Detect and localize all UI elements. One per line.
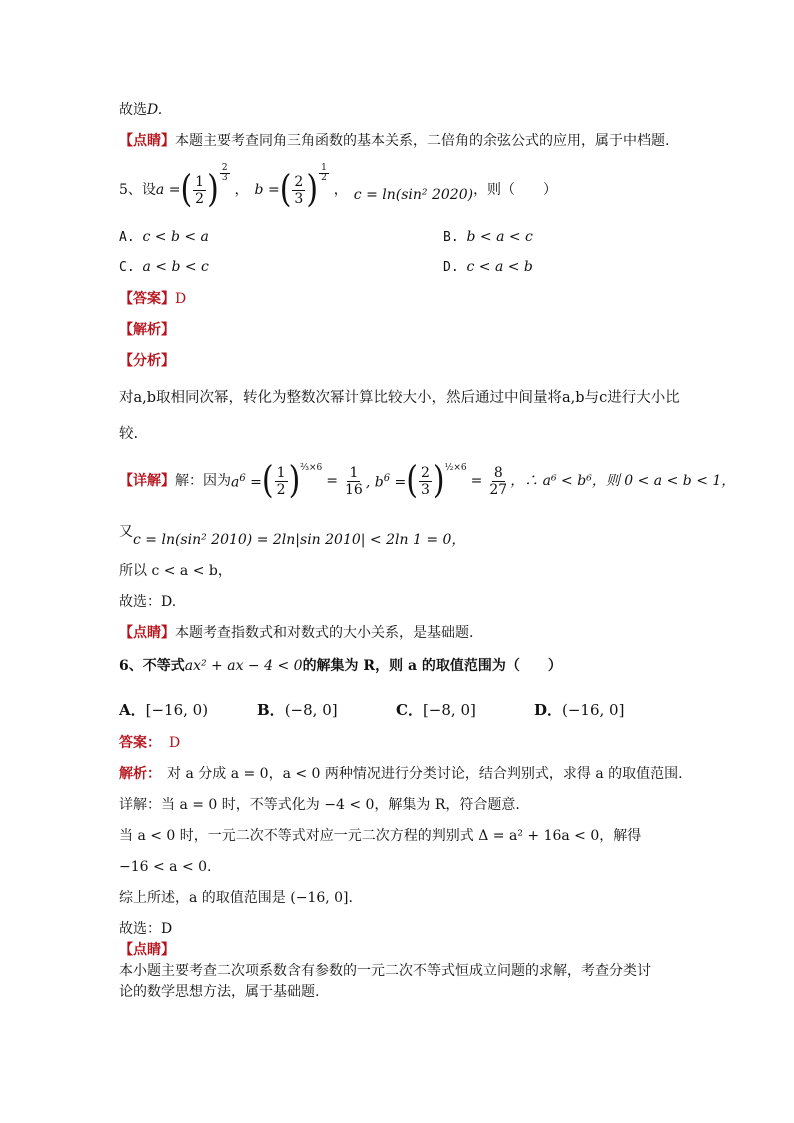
fenxi-tag: 【分析】 [119,353,175,369]
q5-b-def: b = [254,182,280,198]
xiangjie-tag: 【详解】 [119,473,175,489]
q6-line3: −16 < a < 0. [119,859,212,875]
q5-suoyi: 所以 c < a < b， [119,563,232,579]
q6-title-expr: ax² + ax − 4 < 0 [184,658,303,674]
answer-value: D [175,291,187,307]
exp-2-3: $\frac{2}{3}$ [221,163,228,183]
paren-left: ( [279,167,292,212]
option-label: B. [443,230,459,245]
q5-fenxi-line2: 较. [119,426,139,442]
option-value: [−8, 0] [422,701,476,719]
paren-left: ( [406,458,418,503]
a6-expr: $a^6$ = [231,473,262,491]
dianjing-tag: 【点睛】 [119,942,175,958]
q5-option-b [443,229,533,245]
fraction-2-3: $\frac{2}{3}$ [294,173,304,207]
xiangjie-post: ，∴ a⁶ < b⁶，则 0 < a < b < 1， [510,473,736,489]
xiangjie-pre: 解：因为 [175,473,231,489]
q5-dianjing-line [119,623,473,643]
q6-option-d [534,700,624,720]
paren-left: ( [261,458,274,503]
dianjing-tag: 【点睛】 [119,625,175,641]
option-label: D. [443,260,459,275]
q5-fenxi-line1: 对a,b取相同次幂，转化为整数次幂计算比较大小，然后通过中间量将a,b与c进行大小比 [119,390,680,406]
q5-detail-line1: 【详解】 解：因为 $a^6$ = ( $\frac{1}{2}$ ) ⅔×6 = $\frac{1}{16}$ , $b^6$ = ( $\frac{2}{3}$ ) ½×6 = $\frac{8}{27}$ ，∴ a⁶ < b⁶，则 0 < a < b < 1， [119,458,736,503]
option-label: B． [257,701,285,719]
option-value: c < b < a [142,229,209,245]
q5-tail: ，则（ ） [473,182,558,198]
option-value: (−8, 0] [284,701,338,719]
paren-right: ) [207,167,219,212]
q6-option-c [396,700,476,720]
option-label: A. [119,230,135,245]
q5-option-d [443,259,533,275]
q5-you-line [119,522,466,548]
q6-stem [119,656,562,676]
option-value: a < b < c [142,259,209,275]
dianjing-tag: 【点睛】 [119,133,175,149]
q5-c-def: c = ln(sin² 2020) [353,187,474,203]
prev-answer-value: D. [147,102,163,118]
jiexi-tag: 【解析】 [119,322,175,338]
fraction-8-27: $\frac{8}{27}$ [489,464,508,498]
option-label: C. [119,260,135,275]
q6-option-b [257,700,338,720]
q6-answer-line [119,733,180,753]
q5-answer-line [119,289,186,309]
q5-stem: 5、设 a = ( $\frac{1}{2}$ ) $\frac{2}{3}$ ， b = ( $\frac{2}{3}$ ) $\frac{1}{2}$ ， c = ln(sin² 2020) ，则（ ） [119,163,558,212]
paren-right: ) [432,458,445,503]
option-label: A． [119,701,146,719]
q6-xiangjie: 详解：当 a = 0 时，不等式化为 −4 < 0，解集为 R，符合题意. [119,797,520,813]
you-label: 又 [119,524,133,540]
q6-jiexi-line [119,764,683,784]
q6-title-pre: 6、不等式 [119,658,185,674]
option-value: b < a < c [466,229,533,245]
paren-right: ) [288,458,301,503]
jiexi-tag: 解析： [119,766,161,782]
q6-line4: 综上所述，a 的取值范围是 (−16, 0]. [119,890,353,906]
q5-option-c [119,259,209,275]
q5-fenxi-tag [119,351,175,371]
exp-1-2-x6: ½×6 [444,463,467,473]
option-label: D． [534,701,563,719]
option-label: C． [396,701,423,719]
fraction-2-3: $\frac{2}{3}$ [421,464,430,498]
option-value: [−16, 0) [145,701,209,719]
fraction-1-2: $\frac{1}{2}$ [276,464,286,498]
exp-2-3-x6: ⅔×6 [300,463,323,473]
q6-option-a [119,700,208,720]
q6-line2: 当 a < 0 时，一元二次不等式对应一元二次方程的判别式 Δ = a² + 16a < 0，解得 [119,828,642,844]
prev-answer-line [119,100,162,120]
fraction-1-2: $\frac{1}{2}$ [195,173,205,207]
dianjing-text: 本题考查指数式和对数式的大小关系，是基础题. [175,625,474,641]
q5-number: 5、设 [119,182,156,198]
answer-value: D [169,735,181,751]
prev-dianjing-line [119,131,669,151]
prev-answer-label: 故选 [119,102,147,118]
q5-jiexi-tag [119,320,175,340]
fraction-1-16: $\frac{1}{16}$ [345,464,363,498]
q6-dianjing-tag [119,940,175,960]
q6-dianjing-line1: 本小题主要考查二次项系数含有参数的一元二次不等式恒成立问题的求解，考查分类讨 [119,963,651,979]
dianjing-text: 本题主要考查同角三角函数的基本关系，二倍角的余弦公式的应用，属于中档题. [175,133,670,149]
option-value: c < a < b [466,259,533,275]
jiexi-text: 对 a 分成 a = 0，a < 0 两种情况进行分类讨论，结合判别式，求得 a 的取值范围. [167,766,683,782]
exp-1-2: $\frac{1}{2}$ [321,163,327,183]
q5-option-a [119,229,209,245]
option-value: (−16, 0] [562,701,625,719]
answer-tag: 答案： [119,735,161,751]
q6-title-post: 的解集为 R，则 a 的取值范围为（ ） [302,658,562,674]
q6-dianjing-line2: 论的数学思想方法，属于基础题. [119,984,320,1000]
paren-right: ) [306,167,319,212]
paren-left: ( [180,167,193,212]
answer-tag: 【答案】 [119,291,175,307]
q5-guxuan: 故选：D. [119,594,177,610]
q6-guxuan: 故选：D [119,921,173,937]
q5-a-def: a = [155,182,181,198]
you-expr: c = ln(sin² 2010) = 2ln|sin 2010| < 2ln 1 = 0， [133,532,466,548]
